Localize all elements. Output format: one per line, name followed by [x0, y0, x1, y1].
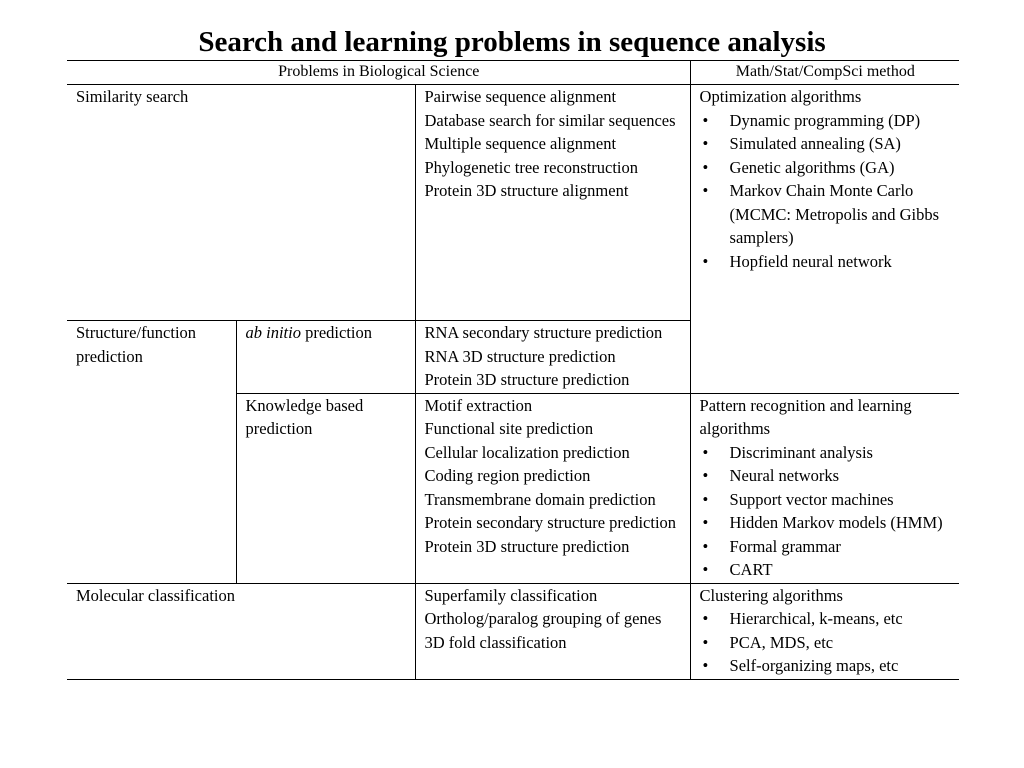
list-item: Motif extraction: [424, 395, 533, 415]
table-row: [67, 583, 959, 679]
problems-methods-table: [67, 60, 959, 680]
sub-ab-initio-rest: prediction: [300, 323, 372, 342]
table-header-row: [67, 61, 959, 85]
list-item: • Self-organizing maps, etc: [700, 654, 952, 678]
list-item: • Hierarchical, k-means, etc: [700, 607, 952, 631]
category-molecular-classification: Molecular classification: [67, 583, 415, 679]
list-item: Protein 3D structure alignment: [424, 181, 629, 200]
header-methods: Math/Stat/CompSci method: [690, 61, 959, 85]
list-item: 3D fold classification: [424, 632, 567, 652]
list-item: • Hopfield neural network: [700, 250, 952, 274]
problems-ab-initio: [415, 321, 690, 394]
list-item: • Markov Chain Monte Carlo (MCMC: Metropolis and Gibbs samplers): [700, 179, 952, 250]
method-list: [700, 607, 952, 678]
list-item: • Support vector machines: [700, 488, 952, 512]
header-problems: Problems in Biological Science: [67, 61, 690, 85]
page-title: Search and learning problems in sequence analysis: [198, 26, 826, 58]
list-item: Functional site prediction: [424, 419, 594, 438]
category-similarity-search: Similarity search: [67, 85, 415, 321]
methods-pattern-recognition: [690, 393, 959, 583]
list-item: Superfamily classification: [424, 585, 598, 605]
list-item: Phylogenetic tree reconstruction: [424, 157, 639, 177]
methods-optimization: [690, 85, 959, 394]
list-item: • Genetic algorithms (GA): [700, 156, 952, 180]
problems-similarity: [415, 85, 690, 321]
list-item: • Simulated annealing (SA): [700, 132, 952, 156]
list-item: Multiple sequence alignment: [424, 134, 617, 153]
list-item: • Formal grammar: [700, 535, 952, 559]
method-list: [700, 109, 952, 274]
sub-ab-initio: [236, 321, 415, 394]
list-item: • Hidden Markov models (HMM): [700, 511, 952, 535]
list-item: Protein 3D structure prediction: [424, 370, 630, 389]
problems-knowledge: [415, 393, 690, 583]
list-item: • Neural networks: [700, 464, 952, 488]
problems-classification: [415, 583, 690, 679]
table-row: [67, 85, 959, 321]
list-item: RNA 3D structure prediction: [424, 346, 616, 366]
method-list: [700, 441, 952, 582]
list-item: • CART: [700, 558, 952, 582]
list-item: Ortholog/paralog grouping of genes: [424, 609, 662, 628]
list-item: Database search for similar sequences: [424, 110, 676, 130]
method-group-title: Optimization algorithms: [699, 87, 862, 106]
list-item: Protein 3D structure prediction: [424, 536, 630, 556]
list-item: Protein secondary structure prediction: [424, 513, 677, 532]
list-item: • Discriminant analysis: [700, 441, 952, 465]
method-group-title: Pattern recognition and learning algorithms: [699, 395, 912, 438]
list-item: Pairwise sequence alignment: [424, 87, 617, 106]
sub-ab-initio-italic: ab initio: [245, 323, 301, 342]
category-structure-function: Structure/function prediction: [67, 321, 236, 584]
list-item: Coding region prediction: [424, 466, 591, 485]
list-item: • Dynamic programming (DP): [700, 109, 952, 133]
methods-clustering: [690, 583, 959, 679]
method-group-title: Clustering algorithms: [699, 585, 843, 605]
list-item: • PCA, MDS, etc: [700, 631, 952, 655]
list-item: RNA secondary structure prediction: [424, 323, 663, 342]
list-item: Transmembrane domain prediction: [424, 489, 656, 509]
list-item: Cellular localization prediction: [424, 442, 630, 462]
sub-knowledge-based: Knowledge based prediction: [236, 393, 415, 583]
